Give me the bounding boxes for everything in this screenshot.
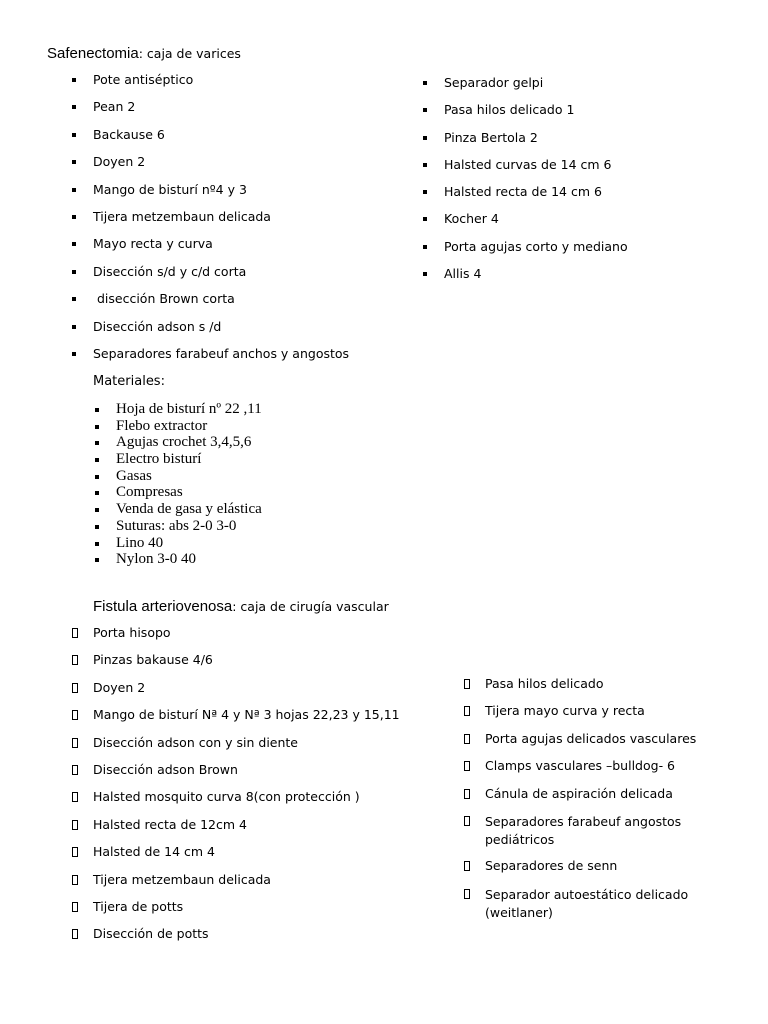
list-item: Clamps vasculares –bulldog- 6 — [485, 758, 700, 785]
list-item: Compresas — [116, 484, 262, 501]
bullet-icon — [95, 401, 99, 412]
section2-heading — [93, 596, 389, 615]
missing-glyph-icon — [72, 625, 78, 638]
list-item: Pasa hilos delicado 1 — [444, 102, 628, 129]
bullet-icon — [423, 75, 427, 85]
section2-subtitle: : caja de cirugía vascular — [232, 599, 389, 614]
bullet-icon — [72, 236, 76, 246]
missing-glyph-icon — [464, 758, 470, 771]
missing-glyph-icon — [72, 789, 78, 802]
section2-right-list — [485, 676, 700, 931]
list-item: Flebo extractor — [116, 418, 262, 435]
list-item: Kocher 4 — [444, 211, 628, 238]
bullet-icon — [95, 418, 99, 429]
missing-glyph-icon — [72, 844, 78, 857]
missing-glyph-icon — [72, 817, 78, 830]
missing-glyph-icon — [72, 652, 78, 665]
missing-glyph-icon — [464, 813, 470, 826]
bullet-icon — [423, 211, 427, 221]
list-item: Agujas crochet 3,4,5,6 — [116, 434, 262, 451]
list-item: Porta agujas corto y mediano — [444, 239, 628, 266]
section2-title: Fistula arteriovenosa — [93, 598, 233, 615]
list-item: Separador gelpi — [444, 75, 628, 102]
missing-glyph-icon — [72, 707, 78, 720]
list-item: Halsted curvas de 14 cm 6 — [444, 157, 628, 184]
missing-glyph-icon — [72, 735, 78, 748]
missing-glyph-icon — [464, 886, 470, 899]
list-item: Disección adson Brown — [93, 762, 400, 789]
list-item: Disección adson s /d — [93, 319, 349, 346]
list-item: disección Brown corta — [93, 291, 349, 318]
list-item: Venda de gasa y elástica — [116, 501, 262, 518]
section1-left-list — [93, 72, 349, 373]
list-item: Pote antiséptico — [93, 72, 349, 99]
bullet-icon — [95, 551, 99, 562]
list-item: Disección s/d y c/d corta — [93, 264, 349, 291]
list-item: Halsted de 14 cm 4 — [93, 844, 400, 871]
missing-glyph-icon — [464, 858, 470, 871]
list-item: Pean 2 — [93, 99, 349, 126]
bullet-icon — [72, 319, 76, 329]
list-item: Porta agujas delicados vasculares — [485, 731, 700, 758]
bullet-icon — [423, 157, 427, 167]
list-item: Tijera mayo curva y recta — [485, 703, 700, 730]
section1-subtitle: : caja de varices — [138, 46, 241, 61]
list-item: Doyen 2 — [93, 154, 349, 181]
list-item: Halsted mosquito curva 8(con protección ) — [93, 789, 400, 816]
bullet-icon — [423, 184, 427, 194]
bullet-icon — [72, 346, 76, 356]
list-item: Halsted recta de 14 cm 6 — [444, 184, 628, 211]
list-item: Pinzas bakause 4/6 — [93, 652, 400, 679]
bullet-icon — [423, 266, 427, 276]
bullet-icon — [72, 291, 76, 301]
list-item: Suturas: abs 2-0 3-0 — [116, 518, 262, 535]
bullet-icon — [95, 535, 99, 546]
bullet-icon — [72, 154, 76, 164]
list-item: Allis 4 — [444, 266, 628, 293]
section2-left-list — [93, 625, 400, 954]
bullet-icon — [95, 501, 99, 512]
bullet-icon — [423, 130, 427, 140]
missing-glyph-icon — [72, 899, 78, 912]
list-item: Hoja de bisturí nº 22 ,11 — [116, 401, 262, 418]
list-item: Pasa hilos delicado — [485, 676, 700, 703]
list-item: Tijera metzembaun delicada — [93, 209, 349, 236]
missing-glyph-icon — [464, 676, 470, 689]
bullet-icon — [72, 99, 76, 109]
list-item: Gasas — [116, 468, 262, 485]
materials-list — [116, 401, 262, 568]
list-item: Doyen 2 — [93, 680, 400, 707]
section1-title: Safenectomia — [47, 45, 139, 62]
list-item: Mango de bisturí nº4 y 3 — [93, 182, 349, 209]
list-item: Separadores farabeuf angostos pediátricos — [485, 813, 700, 859]
section1-right-list — [444, 75, 628, 293]
missing-glyph-icon — [464, 731, 470, 744]
bullet-icon — [423, 102, 427, 112]
missing-glyph-icon — [72, 680, 78, 693]
missing-glyph-icon — [464, 703, 470, 716]
list-item: Pinza Bertola 2 — [444, 130, 628, 157]
list-item: Lino 40 — [116, 535, 262, 552]
bullet-icon — [95, 468, 99, 479]
list-item: Disección de potts — [93, 926, 400, 953]
list-item: Halsted recta de 12cm 4 — [93, 817, 400, 844]
list-item: Backause 6 — [93, 127, 349, 154]
bullet-icon — [95, 518, 99, 529]
list-item: Cánula de aspiración delicada — [485, 786, 700, 813]
bullet-icon — [95, 434, 99, 445]
list-item: Disección adson con y sin diente — [93, 735, 400, 762]
list-item: Tijera de potts — [93, 899, 400, 926]
list-item: Separadores de senn — [485, 858, 700, 885]
list-item: Mayo recta y curva — [93, 236, 349, 263]
list-item: Nylon 3-0 40 — [116, 551, 262, 568]
bullet-icon — [72, 72, 76, 82]
missing-glyph-icon — [72, 926, 78, 939]
bullet-icon — [72, 127, 76, 137]
bullet-icon — [72, 209, 76, 219]
missing-glyph-icon — [72, 872, 78, 885]
list-item: Electro bisturí — [116, 451, 262, 468]
bullet-icon — [95, 484, 99, 495]
missing-glyph-icon — [72, 762, 78, 775]
bullet-icon — [95, 451, 99, 462]
list-item: Tijera metzembaun delicada — [93, 872, 400, 899]
section1-heading — [47, 43, 241, 62]
materials-label: Materiales: — [93, 374, 165, 389]
bullet-icon — [423, 239, 427, 249]
list-item: Separador autoestático delicado (weitlaner) — [485, 886, 700, 932]
missing-glyph-icon — [464, 786, 470, 799]
list-item: Separadores farabeuf anchos y angostos — [93, 346, 349, 373]
list-item: Porta hisopo — [93, 625, 400, 652]
bullet-icon — [72, 182, 76, 192]
list-item: Mango de bisturí Nª 4 y Nª 3 hojas 22,23 y 15,11 — [93, 707, 400, 734]
bullet-icon — [72, 264, 76, 274]
